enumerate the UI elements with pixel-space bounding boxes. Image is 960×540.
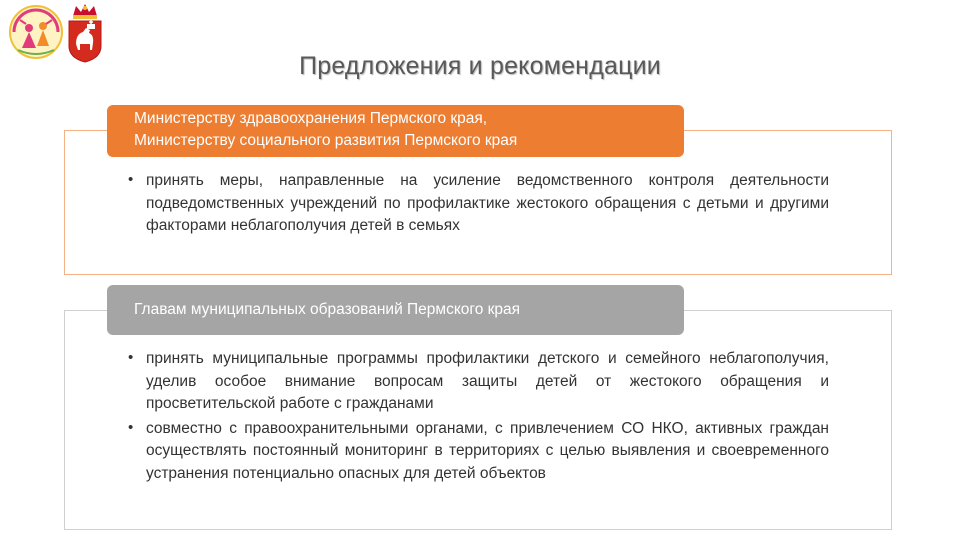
bullet-icon: • (128, 418, 134, 436)
bullet-icon: • (128, 349, 134, 366)
list-item (126, 348, 829, 416)
bullet-icon: • (128, 171, 134, 188)
section-ministries-header-line2: Министерству социального развития Пермского края (134, 132, 518, 149)
section-municipal-list (126, 348, 829, 485)
list-item (126, 170, 829, 238)
section-ministries-header (107, 105, 684, 157)
list-item-text: принять меры, направленные на усиление ведомственного контроля деятельности подведомственных учреждений по профилактике жестокого обращения с детьми и другими факторами неблагополучия детей в семьях (146, 172, 829, 234)
section-municipal-header-text: Главам муниципальных образований Пермского края (134, 301, 521, 318)
section-ministries-list (126, 170, 829, 238)
section-municipal-header (107, 285, 684, 335)
list-item-text: принять муниципальные программы профилактики детского и семейного неблагополучия, уделив особое внимание вопросам защиты детей от жестокого обращения и просветительской работе с гражданами (146, 350, 829, 412)
list-item-text: совместно с правоохранительными органами, с привлечением СО НКО, активных граждан осуществлять постоянный мониторинг в территориях с целью выявления и своевременного устранения потенциально опасных для детей объектов (146, 419, 829, 482)
page-title: Предложения и рекомендации (299, 52, 661, 80)
list-item (126, 418, 829, 486)
section-ministries-header-line1: Министерству здравоохранения Пермского края, (134, 110, 488, 127)
